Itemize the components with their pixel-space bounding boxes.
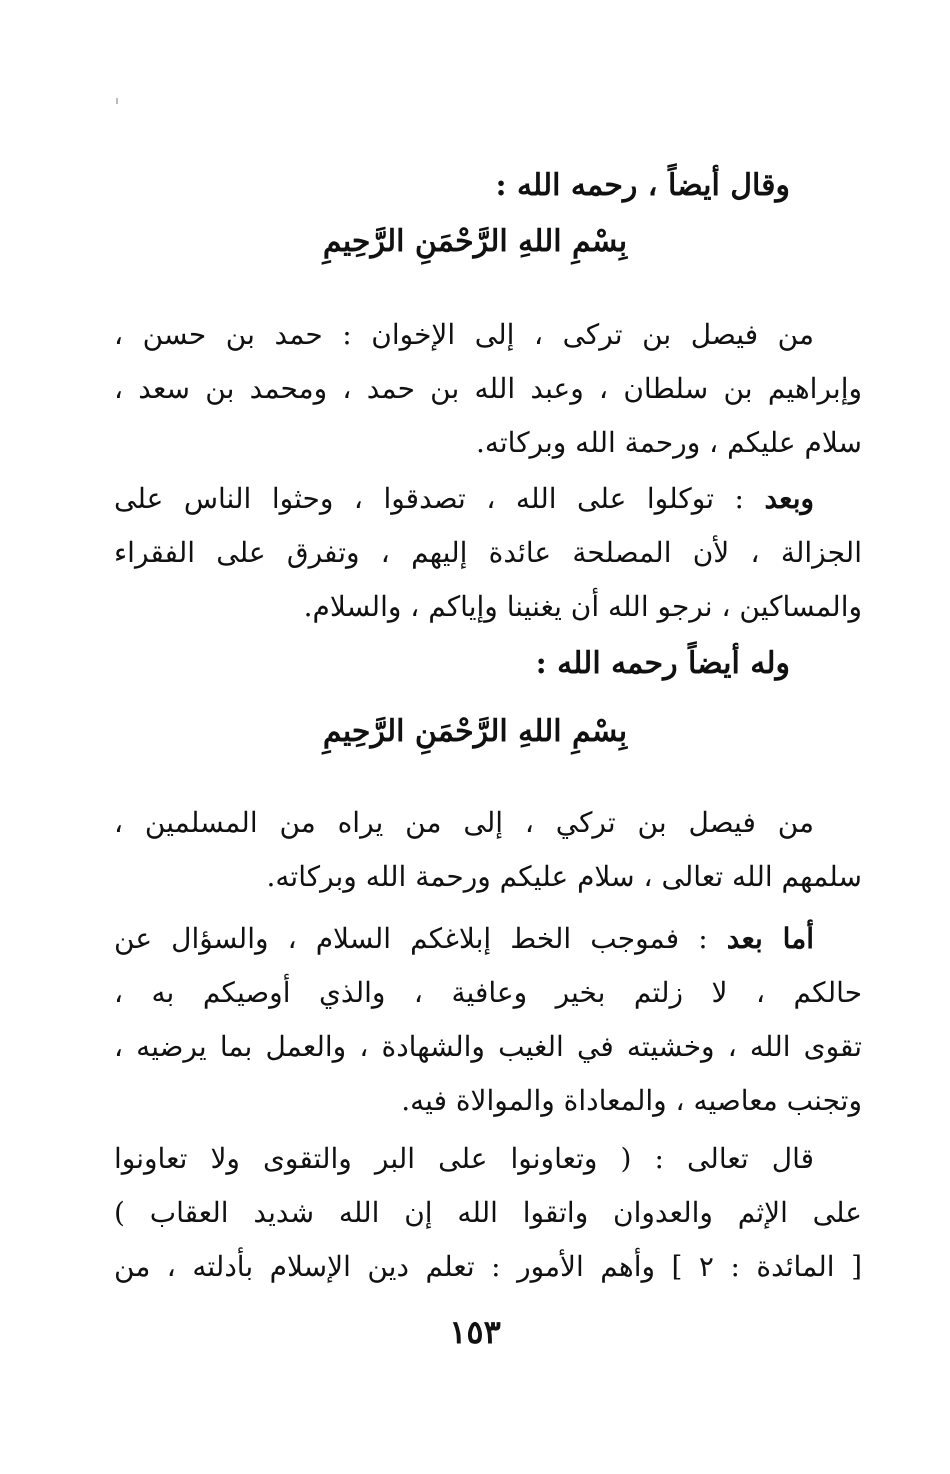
- margin-mark: [116, 98, 118, 104]
- letter-body-paragraph: [114, 472, 862, 634]
- section-heading: وقال أيضاً ، رحمه الله :: [495, 168, 790, 203]
- text-line: [114, 912, 862, 966]
- text-line: والمساكين ، نرجو الله أن يغنينا وإياكم ، والسلام.: [303, 590, 862, 623]
- text-line: تقوى الله ، وخشيته في الغيب والشهادة ، والعمل بما يرضيه ،: [114, 1030, 862, 1063]
- text-line: حالكم ، لا زلتم بخير وعافية ، والذي أوصيكم به ،: [114, 976, 862, 1009]
- text-line: من فيصل بن تركى ، إلى الإخوان : حمد بن حسن ،: [114, 318, 814, 351]
- text-line: قال تعالى : ( وتعاونوا على البر والتقوى ولا تعاونوا: [114, 1142, 814, 1175]
- text-line: وتجنب معاصيه ، والمعاداة والموالاة فيه.: [401, 1084, 862, 1117]
- text-line: من فيصل بن تركي ، إلى من يراه من المسلمين ،: [114, 806, 814, 839]
- text-line: سلام عليكم ، ورحمة الله وبركاته.: [475, 426, 862, 459]
- section-heading: وله أيضاً رحمه الله :: [535, 646, 790, 681]
- lead-word: أما بعد: [726, 922, 814, 955]
- letter-opening-paragraph: [114, 796, 862, 904]
- text-line: وإبراهيم بن سلطان ، وعبد الله بن حمد ، ومحمد بن سعد ،: [114, 372, 862, 405]
- lead-word: وبعد: [764, 482, 815, 515]
- quran-verse-paragraph: [114, 1132, 862, 1294]
- basmala-calligraphy: بِسْمِ اللهِ الرَّحْمَنِ الرَّحِيمِ: [322, 714, 628, 749]
- letter-opening-paragraph: [114, 308, 862, 470]
- text-line: [114, 472, 862, 526]
- text-fragment: : توكلوا على الله ، تصدقوا ، وحثوا الناس على: [114, 482, 744, 515]
- basmala-calligraphy: بِسْمِ اللهِ الرَّحْمَنِ الرَّحِيمِ: [322, 224, 628, 259]
- page-number: ١٥٣: [449, 1313, 501, 1351]
- text-line: [ المائدة : ٢ ] وأهم الأمور : تعلم دين الإسلام بأدلته ، من: [114, 1250, 862, 1283]
- text-line: الجزالة ، لأن المصلحة عائدة إليهم ، وتفرق على الفقراء: [114, 536, 862, 569]
- text-fragment: : فموجب الخط إبلاغكم السلام ، والسؤال عن: [114, 922, 708, 955]
- text-line: سلمهم الله تعالى ، سلام عليكم ورحمة الله وبركاته.: [266, 860, 862, 893]
- letter-body-paragraph: [114, 912, 862, 1128]
- text-line: على الإثم والعدوان واتقوا الله إن الله شديد العقاب ): [114, 1196, 862, 1229]
